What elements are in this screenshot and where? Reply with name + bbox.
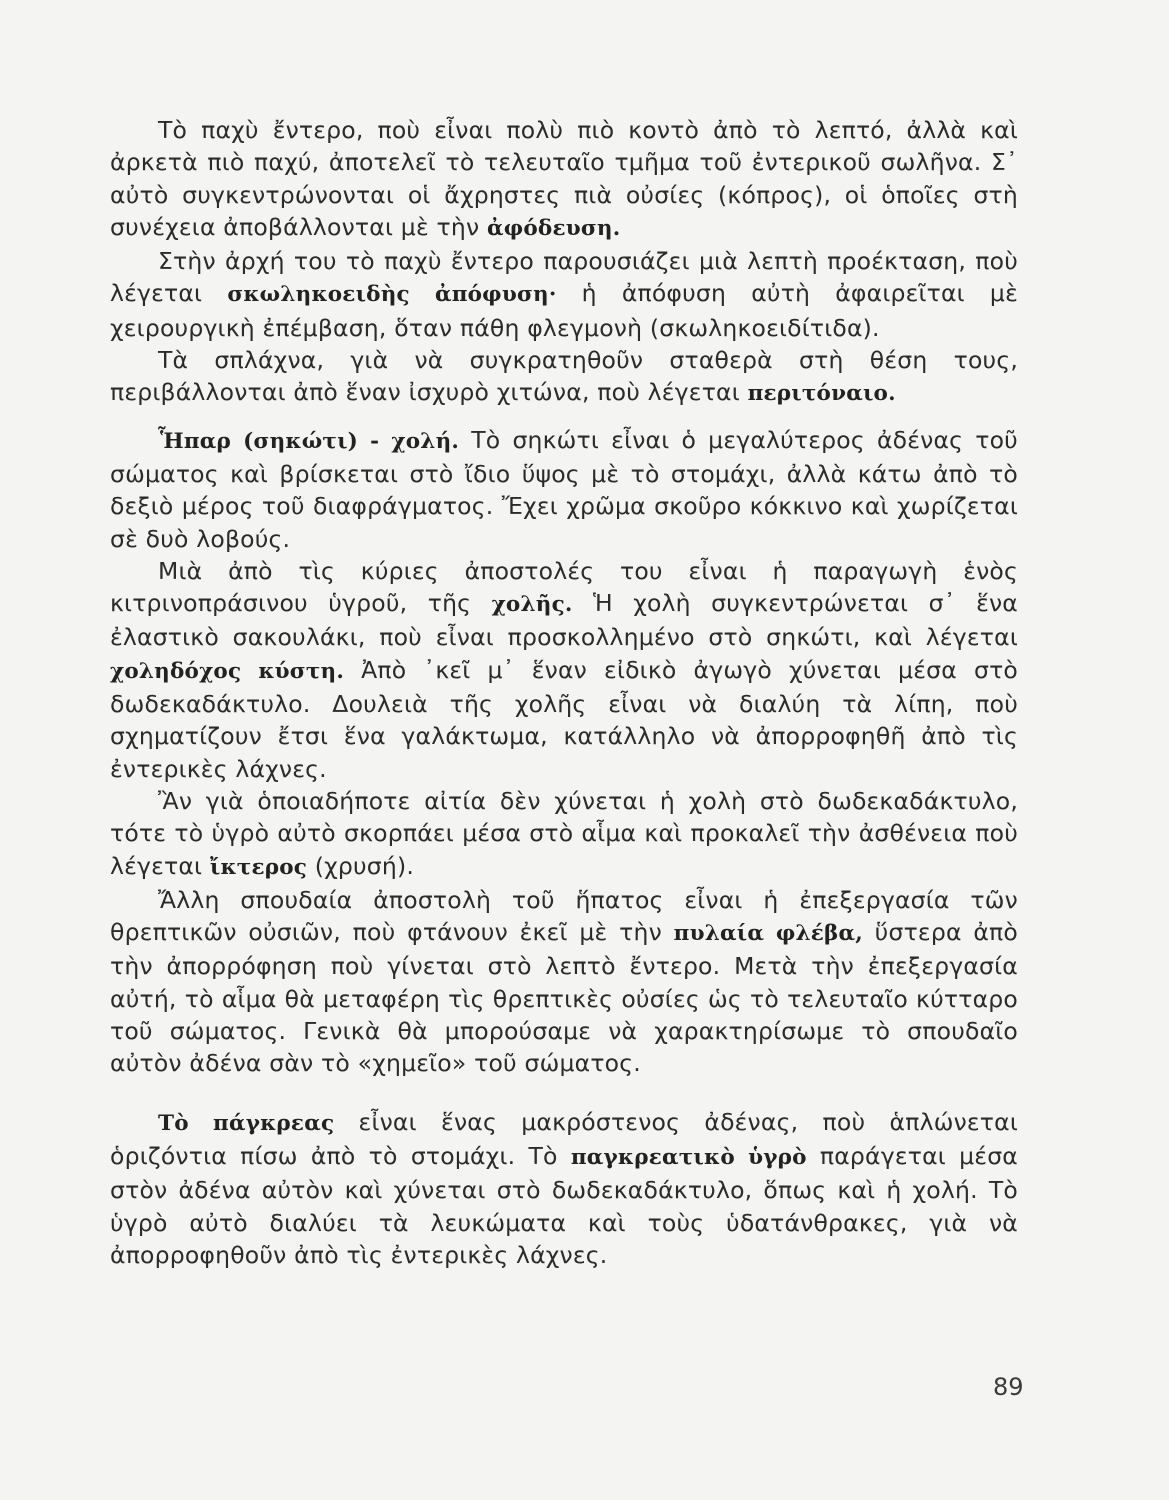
bold-term: χοληδόχος κύστη. [110,658,345,684]
bold-term: ἴκτερος [209,854,308,880]
page-number: 89 [993,1373,1024,1401]
text-run: παράγεται μέσα στὸν ἀδένα αὐτὸν καὶ χύνεται στὸ δωδεκαδάκτυλο, ὅπως καὶ ἡ χολή. Τὸ ὑγρὸ αὐτὸ διαλύει τὰ λευκώματα καὶ τοὺς ὑδατάνθρακες, γιὰ νὰ ἀπορροφηθοῦν ἀπὸ τὶς ἐντερικὲς λάχνες. [110,1141,1018,1269]
text-run: Ἀπὸ ᾿κεῖ μ᾿ ἕναν εἰδικὸ ἀγωγὸ χύνεται μέσα στὸ δωδεκαδάκτυλο. Δουλειὰ τῆς χολῆς εἶναι νὰ διαλύη τὰ λίπη, ποὺ σχηματίζουν ἔτσι ἕνα γαλάκτωμα, κατάλληλο νὰ ἀπορροφηθῆ ἀπὸ τὶς ἐντερικὲς λάχνες. [110,655,1018,783]
text-run: ἡ ἀπόφυση αὐτὴ ἀφαιρεῖται μὲ χειρουργικὴ ἐπέμβαση, ὅταν πάθη φλεγμονὴ (σκωληκοειδίτιδα). [110,279,1018,342]
paragraph-p6 [110,785,1018,884]
text-run: Τὸ σηκώτι εἶναι ὁ μεγαλύτερος ἀδένας τοῦ σώματος καὶ βρίσκεται στὸ ἴδιο ὕψος μὲ τὸ στομάχι, ἀλλὰ κάτω ἀπὸ τὸ δεξιὸ μέρος τοῦ διαφράγματος. Ἔχει χρῶμα σκοῦρο κόκκινο καὶ χωρίζεται σὲ δυὸ λοβούς. [110,425,1018,553]
bold-term: Ἧπαρ (σηκώτι) - χολή. [158,428,460,454]
bold-term: Τὸ πάγκρεας [158,1110,335,1136]
text-run: Τὸ παχὺ ἔντερο, ποὺ εἶναι πολὺ πιὸ κοντὸ ἀπὸ τὸ λεπτό, ἀλλὰ καὶ ἀρκετὰ πιὸ παχύ, ἀποτελεῖ τὸ τελευταῖο τμῆμα τοῦ ἐντερικοῦ σωλῆνα. Σ᾿ αὐτὸ συγκεντρώνονται οἱ ἄχρηστες πιὰ οὐσίες (κόπρος), οἱ ὁποῖες στὴ συνέχεια ἀποβάλλονται μὲ τὴν [110,116,1018,241]
text-run: εἶναι ἕνας μακρόστενος ἀδένας, ποὺ ἁπλώνεται ὁριζόντια πίσω ἀπὸ τὸ στομάχι. Τὸ [110,1107,1018,1170]
paragraph-p1 [110,114,1018,245]
text-run: ὕστερα ἀπὸ τὴν ἀπορρόφηση ποὺ γίνεται στὸ λεπτὸ ἔντερο. Μετὰ τὴν ἐπεξεργασία αὐτή, τὸ αἷμα θὰ μεταφέρη τὶς θρεπτικὲς οὐσίες ὡς τὸ τελευταῖο κύτταρο τοῦ σώματος. Γενικὰ θὰ μπορούσαμε νὰ χαρακτηρίσωμε τὸ σπουδαῖο αὐτὸν ἀδένα σὰν τὸ «χημεῖο» τοῦ σώματος. [110,918,1018,1078]
text-run: Στὴν ἀρχή του τὸ παχὺ ἔντερο παρουσιάζει μιὰ λεπτὴ προέκταση, ποὺ λέγεται [110,247,1018,308]
bold-term: ἀφόδευση. [486,215,621,241]
text-run: Ἂν γιὰ ὁποιαδήποτε αἰτία δὲν χύνεται ἡ χολὴ στὸ δωδεκαδάκτυλο, τότε τὸ ὑγρὸ αὐτὸ σκορπάει μέσα στὸ αἷμα καὶ προκαλεῖ τὴν ἀσθένεια ποὺ λέγεται [110,786,1018,880]
bold-term: χολῆς. [491,592,573,618]
bold-term: σκωληκοειδὴς ἀπόφυση· [227,282,557,308]
bold-term: περιτόναιο. [747,381,896,407]
paragraph-p5 [110,555,1018,785]
text-run: Μιὰ ἀπὸ τὶς κύριες ἀποστολές του εἶναι ἡ παραγωγὴ ἑνὸς κιτρινοπράσινου ὑγροῦ, τῆς [110,556,1018,618]
paragraph-p3 [110,344,1018,411]
paragraph-p7 [110,884,1018,1080]
body-text [110,114,1018,1271]
paragraph-p8 [110,1106,1018,1271]
text-run: Ἡ χολὴ συγκεντρώνεται σ᾿ ἕνα ἐλαστικὸ σακουλάκι, ποὺ εἶναι προσκολλημένο στὸ σηκώτι, καὶ λέγεται [110,589,1019,652]
text-run: Ἄλλη σπουδαία ἀποστολὴ τοῦ ἥπατος εἶναι ἡ ἐπεξεργασία τῶν θρεπτικῶν οὐσιῶν, ποὺ φτάνουν ἐκεῖ μὲ τὴν [110,885,1018,947]
paragraph-p4 [110,424,1018,555]
text-run: Τὰ σπλάχνα, γιὰ νὰ συγκρατηθοῦν σταθερὰ στὴ θέση τους, περιβάλλονται ἀπὸ ἕναν ἰσχυρὸ χιτώνα, ποὺ λέγεται [110,346,1018,407]
bold-term: παγκρεατικὸ ὑγρὸ [570,1144,807,1170]
text-run: (χρυσή). [307,851,415,880]
bold-term: πυλαία φλέβα, [673,921,863,947]
paragraph-p2 [110,245,1018,344]
